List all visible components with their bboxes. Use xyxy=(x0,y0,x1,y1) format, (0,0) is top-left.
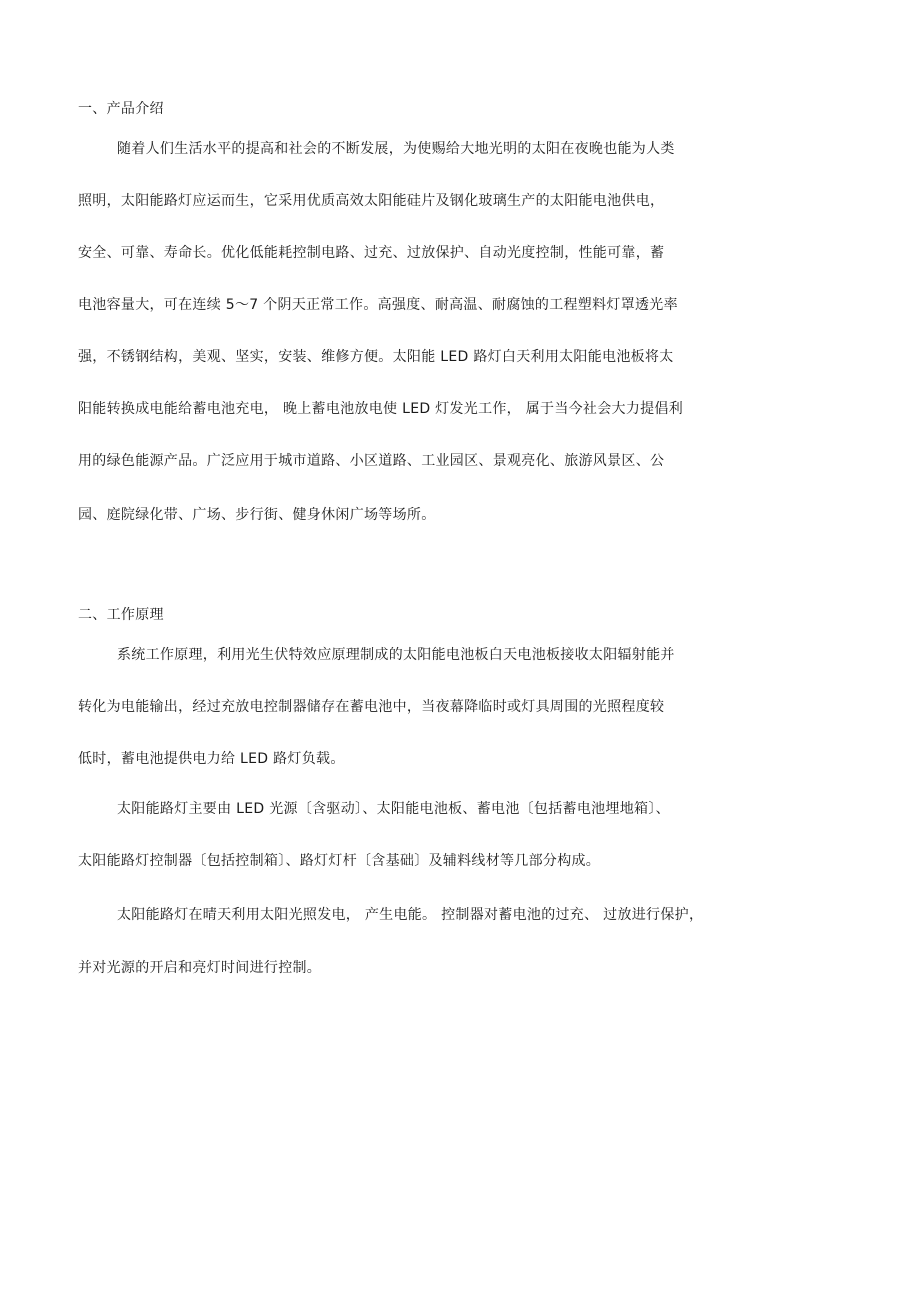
paragraph-line: 低时，蓄电池提供电力给 LED 路灯负载。 xyxy=(78,751,345,767)
paragraph-line: 安全、可靠、寿命长。优化低能耗控制电路、过充、过放保护、自动光度控制，性能可靠，蓄 xyxy=(78,245,665,261)
paragraph-line: 随着人们生活水平的提高和社会的不断发展，为使赐给大地光明的太阳在夜晚也能为人类 xyxy=(117,141,675,157)
paragraph-line: 强，不锈钢结构，美观、坚实，安装、维修方便。太阳能 LED 路灯白天利用太阳能电池板将太 xyxy=(78,349,674,365)
paragraph-line: 太阳能路灯在晴天利用太阳光照发电， 产生电能。 控制器对蓄电池的过充、 过放进行保护， xyxy=(117,907,704,923)
section-heading-product-intro: 一、产品介绍 xyxy=(78,101,164,117)
paragraph-line: 系统工作原理，利用光生伏特效应原理制成的太阳能电池板白天电池板接收太阳辐射能并 xyxy=(117,647,675,663)
paragraph-line: 照明，太阳能路灯应运而生，它采用优质高效太阳能硅片及钢化玻璃生产的太阳能电池供电， xyxy=(78,193,665,209)
paragraph-line: 太阳能路灯控制器〔包括控制箱〕、路灯灯杆〔含基础〕及辅料线材等几部分构成。 xyxy=(78,853,601,869)
paragraph-line: 用的绿色能源产品。广泛应用于城市道路、小区道路、工业园区、景观亮化、旅游风景区、公 xyxy=(78,453,665,469)
paragraph-line: 并对光源的开启和亮灯时间进行控制。 xyxy=(78,960,322,976)
paragraph-line: 电池容量大，可在连续 5～7 个阴天正常工作。高强度、耐高温、耐腐蚀的工程塑料灯罩透光率 xyxy=(78,297,678,313)
paragraph-line: 太阳能路灯主要由 LED 光源〔含驱动〕、太阳能电池板、蓄电池〔包括蓄电池埋地箱〕、 xyxy=(117,801,670,817)
paragraph-line: 园、庭院绿化带、广场、步行街、健身休闲广场等场所。 xyxy=(78,507,436,523)
paragraph-line: 转化为电能输出，经过充放电控制器储存在蓄电池中，当夜幕降临时或灯具周围的光照程度较 xyxy=(78,699,665,715)
paragraph-line: 阳能转换成电能给蓄电池充电， 晚上蓄电池放电使 LED 灯发光工作， 属于当今社会大力提倡利 xyxy=(78,401,684,417)
section-heading-working-principle: 二、工作原理 xyxy=(78,607,164,623)
